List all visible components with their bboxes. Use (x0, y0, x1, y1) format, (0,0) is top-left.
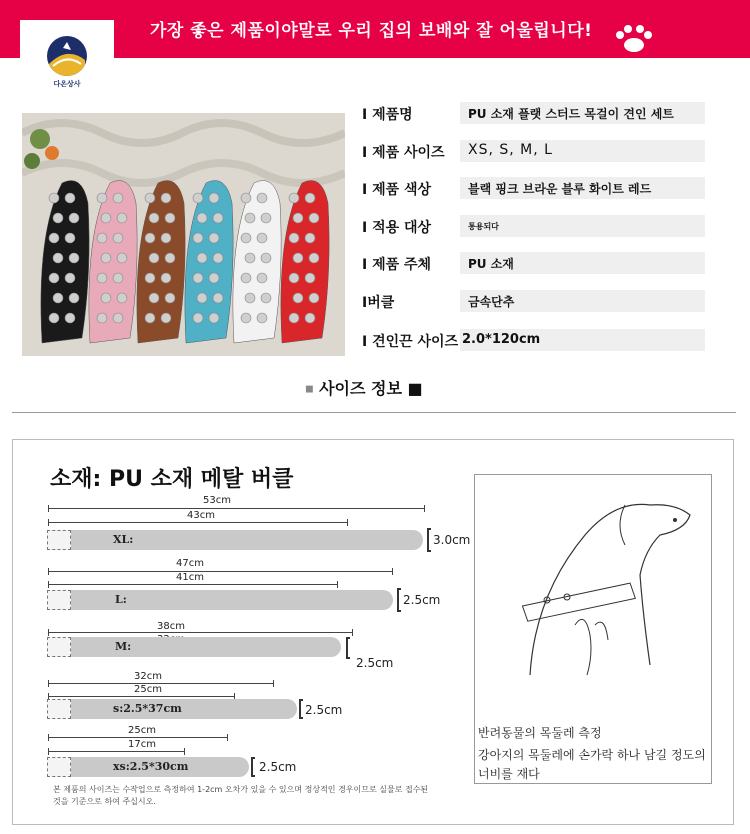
buckle-icon (346, 637, 350, 659)
strap-size-label: XL: (113, 533, 134, 546)
spec-value: XS, S, M, L (460, 140, 705, 162)
strap-tip (47, 590, 71, 610)
size-chart-title: 소재: PU 소재 메탈 버클 (50, 467, 294, 492)
collar-strap-s (65, 699, 297, 719)
paw-icon (612, 24, 656, 54)
collar-strap-xs (65, 757, 249, 777)
measure-total-line (48, 571, 393, 572)
measure-total-line (48, 508, 425, 509)
spec-label: I 제품명 (362, 107, 413, 123)
measure-inner-line (48, 696, 235, 697)
spec-row-name (362, 102, 707, 124)
bullet-square-icon: ■ (407, 379, 423, 398)
spec-label: I 적용 대상 (362, 220, 432, 236)
buckle-icon (299, 699, 303, 719)
strap-tip (47, 757, 71, 777)
brand-logo (20, 20, 114, 113)
buckle-icon (251, 757, 255, 777)
spec-label: I 제품 색상 (362, 182, 432, 198)
spec-row-buckle (362, 290, 707, 312)
dog-neck-illustration (475, 475, 713, 720)
spec-value: PU 소재 (460, 252, 705, 274)
divider (12, 412, 736, 413)
measure-inner-label: 43cm (187, 510, 215, 521)
measure-guide-text: 너비를 재다 (478, 767, 540, 781)
strap-size-label: xs:2.5*30cm (113, 760, 189, 773)
width-label: 2.5cm (356, 656, 394, 670)
size-disclaimer: 본 제품의 사이즈는 수작업으로 측정하여 1-2cm 오차가 있을 수 있으며 정상적인 경우이므로 실물로 접수된 것을 기준으로 하여 주십시오. (53, 785, 429, 806)
strap-size-label: L: (115, 593, 127, 606)
spec-value: PU 소재 플랫 스터드 목걸이 견인 세트 (460, 102, 705, 124)
spec-row-material (362, 252, 707, 274)
measure-inner-label: 41cm (176, 572, 204, 583)
measure-guide-text: 강아지의 목둘레에 손가락 하나 남길 정도의 (478, 748, 706, 762)
strap-tip (47, 637, 71, 657)
spec-row-leash (362, 329, 707, 351)
measure-guide-title: 반려동물의 목둘레 측정 (478, 726, 602, 740)
spec-row-target (362, 215, 707, 237)
size-info-heading (305, 376, 423, 399)
spec-label: I 제품 주체 (362, 257, 432, 273)
measure-total-label: 32cm (134, 671, 162, 682)
spec-row-color (362, 177, 707, 199)
collar-strap-l (65, 590, 393, 610)
measure-inner-label: 17cm (128, 739, 156, 750)
spec-label: I 제품 사이즈 (362, 145, 445, 161)
strap-size-label: M: (115, 640, 132, 653)
spec-value: 블랙 핑크 브라운 블루 화이트 레드 (460, 177, 705, 199)
width-label: 3.0cm (433, 533, 471, 547)
width-label: 2.5cm (403, 593, 441, 607)
spec-value: 통용되다 (460, 215, 705, 237)
size-info-title: 사이즈 정보 (319, 379, 402, 398)
width-label: 2.5cm (305, 703, 343, 717)
product-photo (22, 113, 345, 356)
width-label: 2.5cm (259, 760, 297, 774)
measure-total-line (48, 632, 353, 633)
buckle-icon (427, 528, 431, 552)
spec-label: I버클 (362, 295, 395, 311)
spec-value: 2.0*120cm (460, 329, 705, 351)
measure-inner-label: 25cm (134, 684, 162, 695)
measure-total-line (48, 737, 228, 738)
logo-name: 다온상사 (53, 80, 81, 88)
logo-emblem-icon (47, 36, 87, 76)
strap-tip (47, 699, 71, 719)
spec-value: 금속단추 (460, 290, 705, 312)
measure-total-label: 25cm (128, 725, 156, 736)
measure-inner-line (48, 522, 348, 523)
measure-inner-line (48, 751, 185, 752)
collar-strap-m (65, 637, 341, 657)
banner-slogan: 가장 좋은 제품이야말로 우리 집의 보배와 잘 어울립니다! (150, 21, 593, 41)
measure-total-label: 38cm (157, 621, 185, 632)
buckle-icon (397, 588, 401, 612)
strap-size-label: s:2.5*37cm (113, 702, 182, 715)
spec-label: I 견인끈 사이즈 (362, 334, 459, 350)
collar-strap-xl (65, 530, 423, 550)
measure-inner-line (48, 584, 338, 585)
spec-row-size (362, 140, 707, 162)
measure-total-label: 47cm (176, 558, 204, 569)
strap-tip (47, 530, 71, 550)
measure-total-label: 53cm (203, 495, 231, 506)
bullet-square-icon: ■ (305, 384, 314, 395)
